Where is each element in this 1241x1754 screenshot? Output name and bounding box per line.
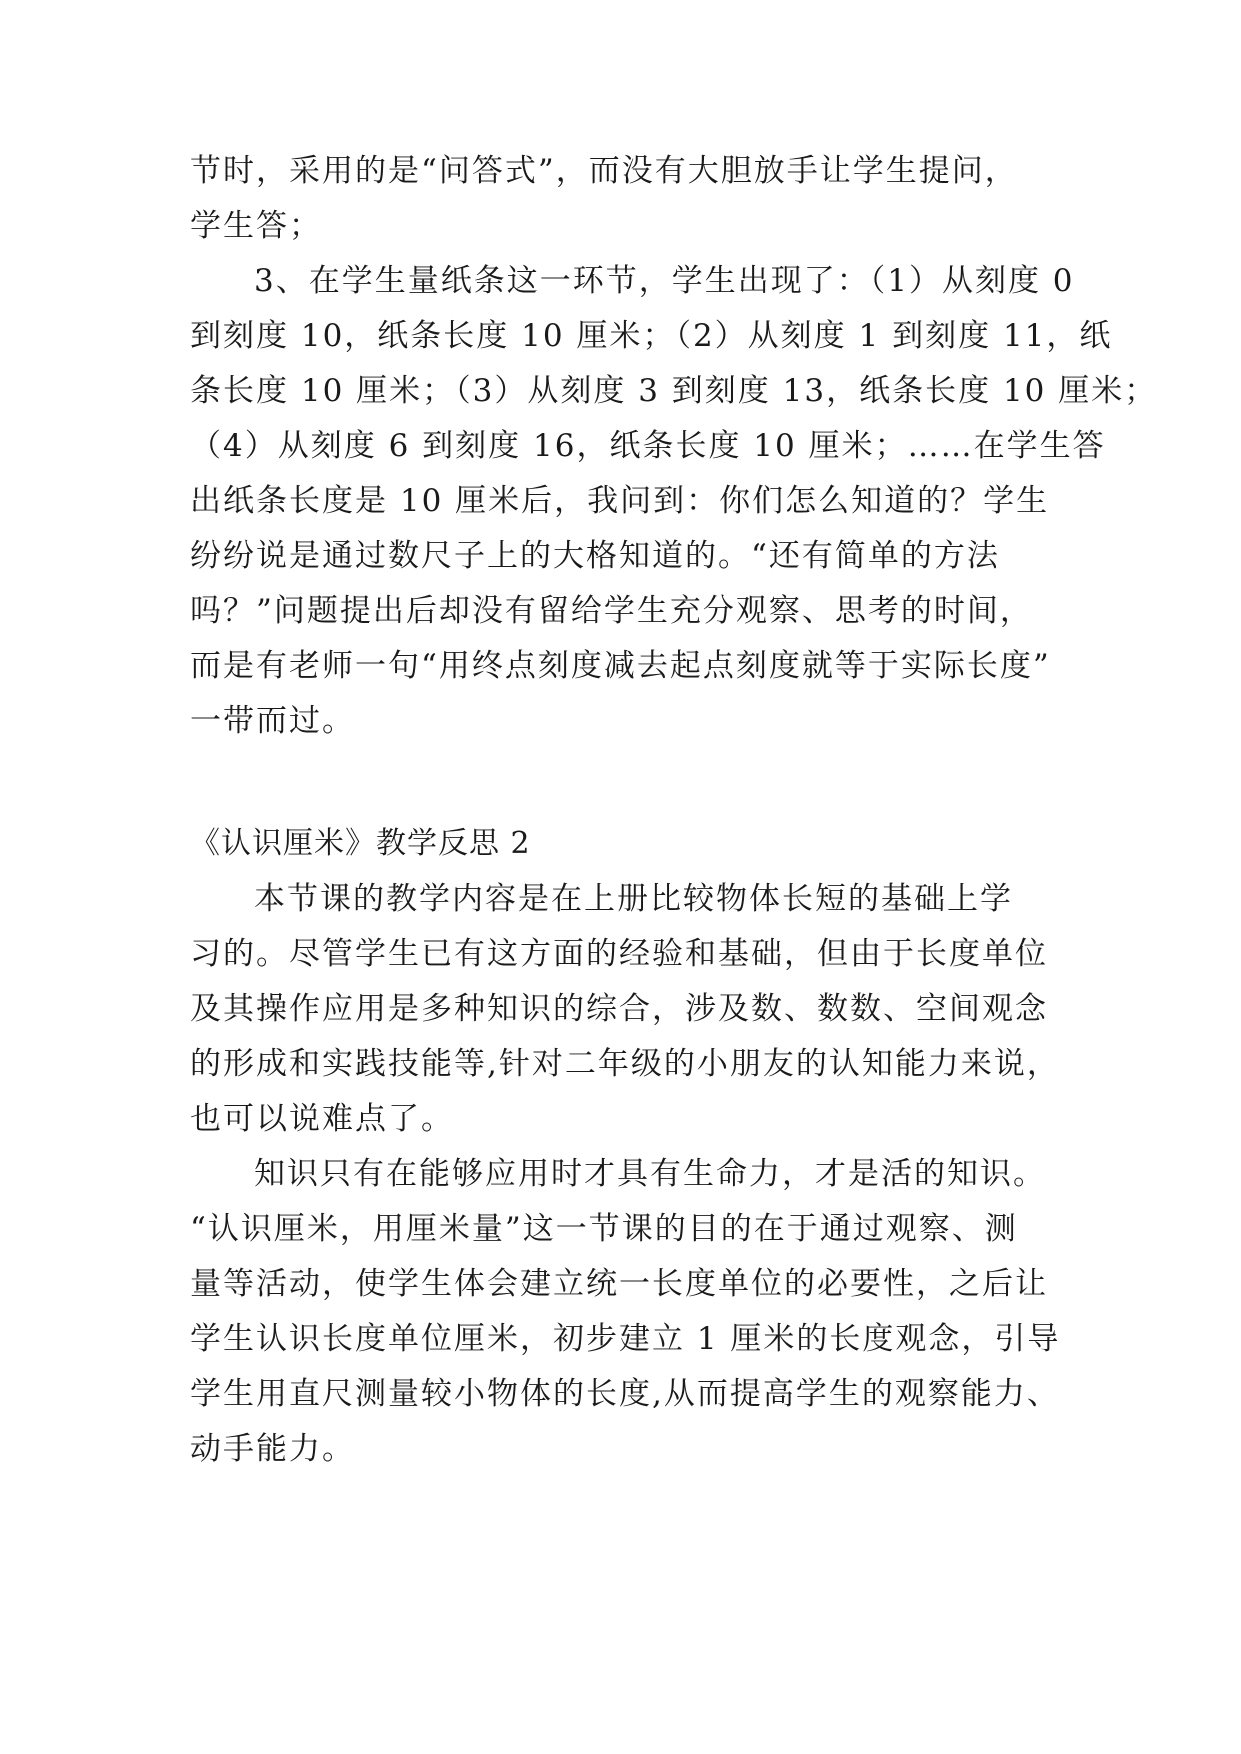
paragraph-line: 学生用直尺测量较小物体的长度,从而提高学生的观察能力、 bbox=[190, 1376, 1060, 1412]
paragraph-line: 学生认识长度单位厘米，初步建立 1 厘米的长度观念，引导 bbox=[190, 1321, 1061, 1357]
paragraph-line: 知识只有在能够应用时才具有生命力，才是活的知识。 bbox=[254, 1156, 1046, 1192]
paragraph-line: 节时，采用的是“问答式”，而没有大胆放手让学生提问， bbox=[190, 153, 1018, 189]
paragraph-line: （4）从刻度 6 到刻度 16，纸条长度 10 厘米；……在学生答 bbox=[190, 428, 1106, 464]
paragraph-line: 吗？”问题提出后却没有留给学生充分观察、思考的时间， bbox=[190, 593, 1033, 629]
paragraph-line: 条长度 10 厘米；（3）从刻度 3 到刻度 13，纸条长度 10 厘米； bbox=[190, 373, 1158, 409]
paragraph-line: 动手能力。 bbox=[190, 1431, 355, 1467]
paragraph-line: 一带而过。 bbox=[190, 703, 355, 739]
paragraph-line: 的形成和实践技能等,针对二年级的小朋友的认知能力来说， bbox=[190, 1046, 1060, 1082]
paragraph-line: 纷纷说是通过数尺子上的大格知道的。“还有简单的方法 bbox=[190, 538, 1000, 574]
paragraph-line: 量等活动，使学生体会建立统一长度单位的必要性，之后让 bbox=[190, 1266, 1048, 1302]
paragraph-line: 也可以说难点了。 bbox=[190, 1101, 454, 1137]
paragraph-line: “认识厘米，用厘米量”这一节课的目的在于通过观察、测 bbox=[190, 1211, 1018, 1247]
paragraph-line: 而是有老师一句“用终点刻度减去起点刻度就等于实际长度” bbox=[190, 648, 1051, 684]
paragraph-line: 出纸条长度是 10 厘米后，我问到：你们怎么知道的？学生 bbox=[190, 483, 1050, 519]
paragraph-line: 3、在学生量纸条这一环节，学生出现了：（1）从刻度 0 bbox=[254, 263, 1075, 299]
paragraph-line: 学生答； bbox=[190, 208, 322, 244]
paragraph-line: 及其操作应用是多种知识的综合，涉及数、数数、空间观念 bbox=[190, 991, 1048, 1027]
section-title: 《认识厘米》教学反思 2 bbox=[190, 826, 531, 861]
paragraph-line: 到刻度 10，纸条长度 10 厘米；（2）从刻度 1 到刻度 11，纸 bbox=[190, 318, 1113, 354]
paragraph-line: 本节课的教学内容是在上册比较物体长短的基础上学 bbox=[254, 881, 1013, 917]
paragraph-line: 习的。尽管学生已有这方面的经验和基础，但由于长度单位 bbox=[190, 936, 1048, 972]
